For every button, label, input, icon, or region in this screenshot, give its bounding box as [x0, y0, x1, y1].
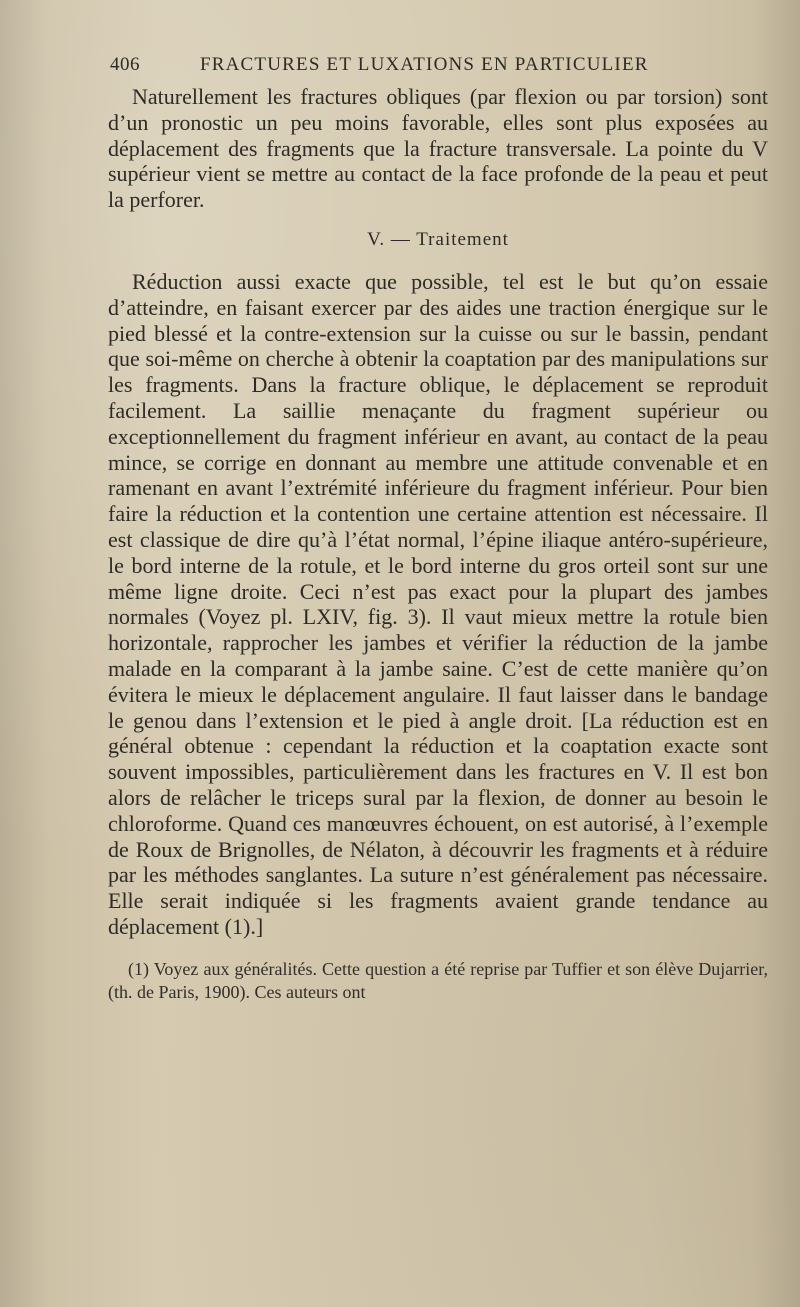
footnote: (1) Voyez aux généralités. Cette question a été reprise par Tuffier et son élève Dujarrier, (th. de Paris, 1900). Ces auteurs ont [108, 958, 768, 1002]
running-title: FRACTURES ET LUXATIONS EN PARTICULIER [200, 54, 649, 75]
paragraph-intro: Naturellement les fractures obliques (par flexion ou par torsion) sont d’un pronostic un peu moins favorable, elles sont plus exposées au déplacement des fragments que la fracture transversale. La pointe du V supérieur vient se mettre au contact de la face profonde de la peau et peut la perforer. [108, 84, 768, 213]
running-head [108, 50, 768, 84]
section-heading: V. — Traitement [367, 228, 509, 250]
page-number: 406 [110, 54, 140, 75]
page-content [108, 50, 768, 1004]
paragraph-treatment: Réduction aussi exacte que possible, tel est le but qu’on essaie d’atteindre, en faisant exercer par des aides une traction énergique sur le pied blessé et la contre-extension sur la cuisse ou sur le bassin, pendant que soi-même on cherche à obtenir la coaptation par des manipulations sur les fragments. Dans la fracture oblique, le déplacement se reproduit facilement. La saillie menaçante du fragment supérieur ou exceptionnellement du fragment inférieur en avant, au contact de la peau mince, se corrige en donnant au membre une attitude convenable et en ramenant en avant l’extrémité inférieure du fragment inférieur. Pour bien faire la réduction et la contention une certaine attention est nécessaire. Il est classique de dire qu’à l’état normal, l’épine iliaque antéro-supérieure, le bord interne de la rotule, et le bord interne du gros orteil sont sur une même ligne droite. Ceci n’est pas exact pour la plupart des jambes normales (Voyez pl. LXIV, fig. 3). Il vaut mieux mettre la rotule bien horizontale, rapprocher les jambes et vérifier la réduction de la jambe malade en la comparant à la jambe saine. C’est de cette manière qu’on évitera le mieux le déplacement angulaire. Il faut laisser dans le bandage le genou dans l’extension et le pied à angle droit. [La réduction est en général obtenue : cependant la réduction et la coaptation exacte sont souvent impossibles, particulièrement dans les fractures en V. Il est bon alors de relâcher le triceps sural par la flexion, de donner au besoin le chloroforme. Quand ces manœuvres échouent, on est autorisé, à l’exemple de Roux de Brignolles, de Nélaton, à découvrir les fragments et à réduire par les méthodes sanglantes. La suture n’est généralement pas nécessaire. Elle serait indiquée si les fragments avaient grande tendance au déplacement (1).] [108, 268, 768, 939]
